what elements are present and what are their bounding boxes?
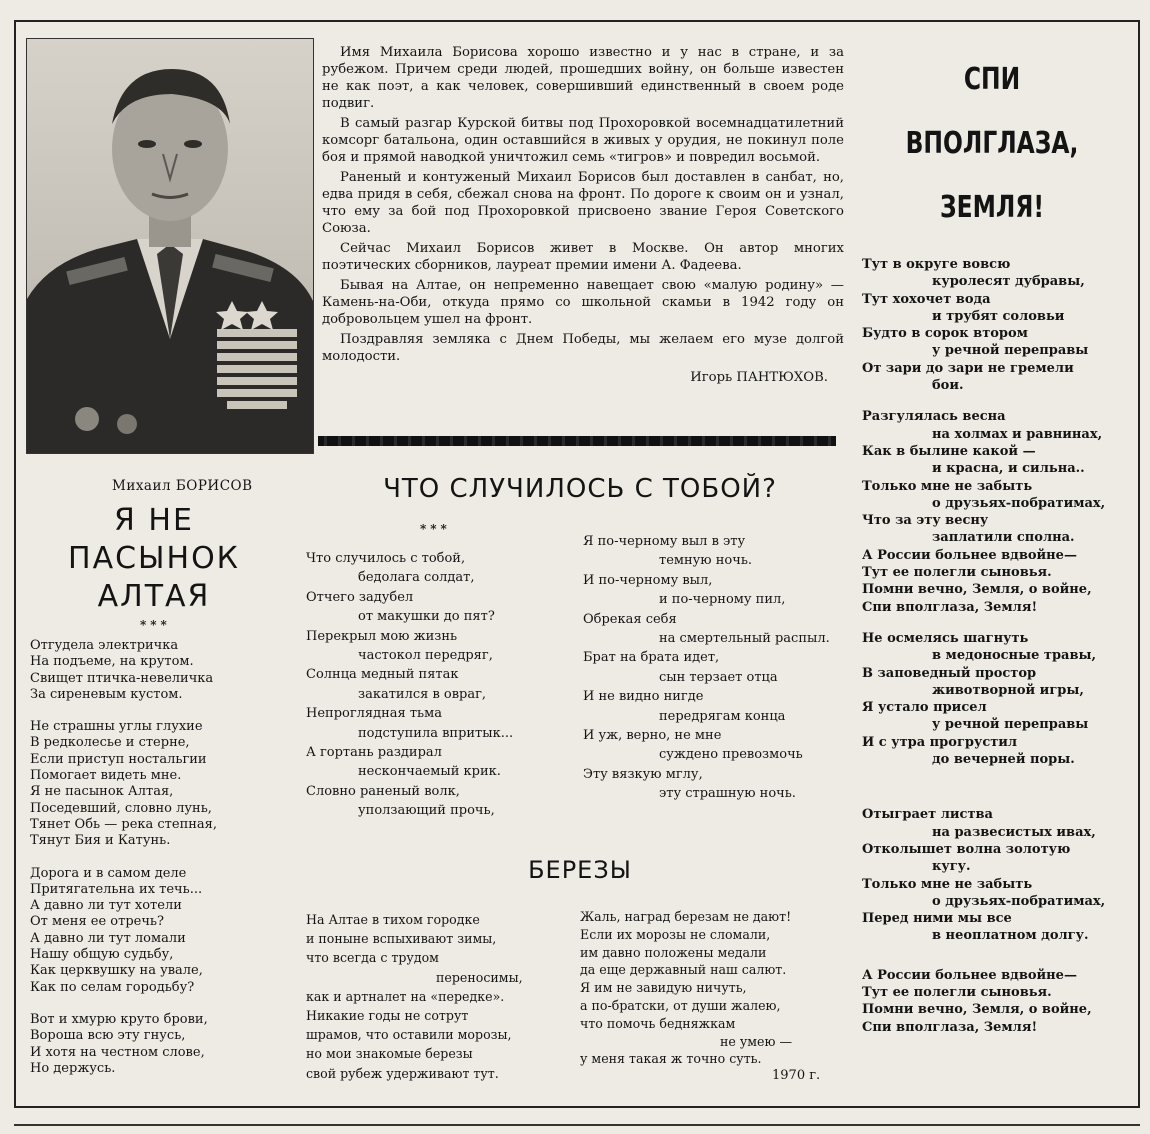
right-poem-title <box>891 48 1094 240</box>
poem-line: Отгудела электричка <box>30 638 179 653</box>
poem-line: А давно ли тут хотели <box>30 898 182 914</box>
poem-line: заплатили сполна. <box>932 530 1075 546</box>
intro-paragraph: В самый разгар Курской битвы под Прохоровкой восемнадцатилетний комсорг батальона, один оставшийся в живых у орудия, не покинул поле боя и прямой наводкой уничтожил семь «тигров» и повредил восьмой. <box>322 116 844 165</box>
poem-line: свой рубеж удерживают тут. <box>306 1065 499 1081</box>
poem-line: Эту вязкую мглу, <box>583 766 703 782</box>
section-divider <box>318 436 836 446</box>
poem-line: подступила впритык... <box>358 725 514 741</box>
poem-line: На Алтае в тихом городке <box>306 912 480 927</box>
poem-line: И по-черному выл, <box>583 572 713 588</box>
poem-line: Что за эту весну <box>862 513 989 529</box>
left-title-line: АЛТАЯ <box>97 579 211 614</box>
poem-line: бои. <box>932 378 964 394</box>
poem-line: На подъеме, на крутом. <box>30 654 194 670</box>
poem-line: Жаль, наград березам не дают! <box>580 909 792 924</box>
poem-line: И хотя на честном слове, <box>30 1044 205 1060</box>
poem-line: нескончаемый крик. <box>358 764 501 780</box>
middle-poem-col2 <box>583 532 830 804</box>
poem-stanza <box>30 1012 217 1077</box>
poem-line: Отыграет листва <box>862 807 993 823</box>
poem-line: И уж, верно, не мне <box>583 728 722 744</box>
poem-stanza <box>30 638 217 703</box>
poem-line: бедолага солдат, <box>358 570 475 586</box>
poem-line: уползающий прочь, <box>358 803 495 819</box>
poem-line: Спи вполглаза, Земля! <box>862 599 1038 615</box>
intro-paragraph: Поздравляя земляка с Днем Победы, мы желаем его музе долгой молодости. <box>322 332 844 364</box>
poem-line: Если их морозы не сломали, <box>580 926 771 942</box>
poem-line: на холмах и равнинах, <box>932 426 1103 442</box>
poem-line: Спи вполглаза, Земля! <box>862 1019 1038 1035</box>
poem-line: о друзьях-побратимах, <box>932 495 1106 511</box>
poem-line: А гортань раздирал <box>306 745 442 761</box>
poem-line: не умею — <box>720 1033 793 1049</box>
poem-line: у меня такая ж точно суть. <box>580 1051 762 1067</box>
poem-line: И не видно нигде <box>583 689 704 705</box>
poem-line: Обрекая себя <box>583 611 677 627</box>
left-poem-title <box>26 502 282 616</box>
poem-line: Тут ее полегли сыновья. <box>862 565 1052 581</box>
poem-line: Отколышет волна золотую <box>862 841 1071 857</box>
poem-line: эту страшную ночь. <box>659 786 796 802</box>
poem-line: В редколесье и стерне, <box>30 735 190 751</box>
poem-line: Я им не завидую ничуть, <box>580 980 747 996</box>
poem-date: 1970 г. <box>772 1068 821 1083</box>
left-poem <box>30 638 217 1093</box>
poem-line: Перекрыл мою жизнь <box>306 628 458 644</box>
poem-line: Разгулялась весна <box>862 409 1006 425</box>
poem-line: Помни вечно, Земля, о войне, <box>862 1002 1092 1018</box>
poem-line: что всегда с трудом <box>306 950 439 966</box>
poem-stanza <box>862 256 1105 394</box>
poem-line: от макушки до пят? <box>358 609 495 625</box>
poem-line: у речной переправы <box>932 343 1089 359</box>
poem-line: до вечерней поры. <box>932 752 1075 768</box>
birch-poem-title: БЕРЕЗЫ <box>528 856 632 884</box>
right-title-line: ЗЕМЛЯ! <box>939 190 1045 225</box>
poem-line: Будто в сорок втором <box>862 326 1028 342</box>
poem-line: Не осмелясь шагнуть <box>862 630 1029 646</box>
poem-line: частокол передряг, <box>358 648 493 664</box>
poem-stanza <box>30 866 217 996</box>
poem-line: а по-братски, от души жалею, <box>580 997 781 1013</box>
intro-paragraph: Бывая на Алтае, он непременно навещает свою «малую родину» — Камень-на-Оби, откуда прямо со школьной скамьи в 1942 году он добровольцем ушел на фронт. <box>322 278 844 327</box>
poem-line: Только мне не забыть <box>862 876 1033 892</box>
poem-line: Перед ними мы все <box>862 911 1012 927</box>
poem-line: Я устало присел <box>862 700 987 716</box>
poem-line: у речной переправы <box>932 717 1089 733</box>
poem-line: да еще державный наш салют. <box>580 962 787 978</box>
poem-line: и поныне вспыхивают зимы, <box>306 931 497 947</box>
left-title-line: Я НЕ <box>114 503 194 538</box>
poem-line: Тянет Обь — река степная, <box>30 816 217 832</box>
poem-line: Нашу общую судьбу, <box>30 947 174 963</box>
poem-line: А России больнее вдвойне— <box>862 967 1077 983</box>
right-poem <box>862 256 1105 1050</box>
middle-poem-title: ЧТО СЛУЧИЛОСЬ С ТОБОЙ? <box>383 474 777 504</box>
poem-line: Вот и хмурю круто брови, <box>30 1011 208 1027</box>
intro-article <box>322 44 844 389</box>
poem-line: Вороша всю эту гнусь, <box>30 1028 186 1044</box>
poem-line: Солнца медный пятак <box>306 667 459 683</box>
poem-line: Помни вечно, Земля, о войне, <box>862 582 1092 598</box>
poem-line: А давно ли тут ломали <box>30 930 186 946</box>
poem-author: Михаил БОРИСОВ <box>112 478 253 494</box>
poem-line: темную ночь. <box>659 553 753 569</box>
poem-line: Непроглядная тьма <box>306 706 442 722</box>
birch-poem-col1 <box>306 910 523 1083</box>
poem-stanza <box>862 967 1105 1036</box>
poem-stanza <box>30 719 217 849</box>
poem-line: и красна, и сильна.. <box>932 461 1085 477</box>
poem-line: Свищет птичка-невеличка <box>30 670 214 686</box>
intro-paragraph: Сейчас Михаил Борисов живет в Москве. Он автор многих поэтических сборников, лауреат премии имени А. Фадеева. <box>322 241 844 273</box>
poem-line: животворной игры, <box>932 682 1084 698</box>
poem-line: на смертельный распыл. <box>659 631 830 647</box>
poem-line: Словно раненый волк, <box>306 783 460 799</box>
poem-line: в медоносные травы, <box>932 648 1097 664</box>
poem-line: в неоплатном долгу. <box>932 928 1089 944</box>
poem-line: передрягам конца <box>659 708 786 724</box>
middle-stars: *** <box>420 522 451 536</box>
poem-line: Как церквушку на увале, <box>30 963 203 979</box>
poem-line: переносимы, <box>436 969 523 985</box>
poem-line: За сиреневым кустом. <box>30 686 183 702</box>
poem-line: Я не пасынок Алтая, <box>30 784 174 800</box>
poem-line: куролесят дубравы, <box>932 274 1085 290</box>
poem-line: Поседевший, словно лунь, <box>30 800 212 816</box>
left-stars: *** <box>140 618 171 632</box>
poem-line: Только мне не забыть <box>862 478 1033 494</box>
poem-line: закатился в овраг, <box>358 686 487 702</box>
poem-line: Дорога и в самом деле <box>30 865 187 881</box>
portrait-photo <box>26 38 314 454</box>
portrait-illustration-icon <box>27 39 313 453</box>
poem-line: Не страшны углы глухие <box>30 719 203 735</box>
birch-poem-col2 <box>580 908 792 1068</box>
poem-line: Я по-черному выл в эту <box>583 534 746 549</box>
poem-line: Если приступ ностальгии <box>30 751 207 767</box>
poem-line: шрамов, что оставили морозы, <box>306 1027 512 1043</box>
poem-line: Тут в округе вовсю <box>862 257 1011 272</box>
poem-stanza <box>862 630 1105 768</box>
poem-line: Тут хохочет вода <box>862 291 991 307</box>
poem-line: Тут ее полегли сыновья. <box>862 984 1052 1000</box>
left-title-line: ПАСЫНОК <box>68 541 240 576</box>
poem-line: Брат на брата идет, <box>583 650 720 666</box>
poem-line: Но держусь. <box>30 1060 116 1076</box>
intro-signature: Игорь ПАНТЮХОВ. <box>690 370 828 385</box>
right-title-line: ВПОЛГЛАЗА, <box>905 126 1079 161</box>
poem-line: как и артналет на «передке». <box>306 988 505 1004</box>
poem-stanza <box>862 408 1105 616</box>
poem-line: Что случилось с тобой, <box>306 551 466 566</box>
poem-line: и трубят соловьи <box>932 308 1065 324</box>
poem-line: сын терзает отца <box>659 669 778 685</box>
poem-line: Никакие годы не сотрут <box>306 1008 469 1024</box>
poem-line: но мои знакомые березы <box>306 1046 473 1062</box>
poem-line: Как в былине какой — <box>862 443 1036 459</box>
poem-line: на развесистых ивах, <box>932 824 1096 840</box>
poem-line: о друзьях-побратимах, <box>932 893 1106 909</box>
right-title-line: СПИ <box>963 62 1021 97</box>
poem-line: В заповедный простор <box>862 665 1037 681</box>
poem-line: Помогает видеть мне. <box>30 768 182 784</box>
poem-line: А России больнее вдвойне— <box>862 547 1077 563</box>
poem-stanza <box>862 806 1105 944</box>
poem-line: им давно положены медали <box>580 944 767 960</box>
intro-paragraph: Раненый и контуженый Михаил Борисов был доставлен в санбат, но, едва придя в себя, сбежал снова на фронт. По дороге к своим он и узнал, что ему за бой под Прохоровкой присвоено звание Героя Советского Союза. <box>322 170 844 236</box>
poem-line: От меня ее отречь? <box>30 914 164 930</box>
poem-line: Отчего задубел <box>306 589 414 605</box>
poem-line: Тянут Бия и Катунь. <box>30 833 171 849</box>
poem-line: И с утра прогрустил <box>862 734 1018 750</box>
middle-poem-col1 <box>306 549 513 821</box>
poem-line: кугу. <box>932 859 971 875</box>
poem-line: От зари до зари не гремели <box>862 360 1074 376</box>
poem-line: суждено превозмочь <box>659 747 803 763</box>
poem-line: Притягательна их течь... <box>30 881 203 897</box>
bottom-rule <box>14 1124 1140 1126</box>
poem-line: Как по селам городьбу? <box>30 979 195 995</box>
intro-paragraph: Имя Михаила Борисова хорошо известно и у нас в стране, и за рубежом. Причем среди людей, прошедших войну, он больше известен не как поэт, а как человек, совершивший единственный в своем роде подвиг. <box>322 45 844 111</box>
poem-line: и по-черному пил, <box>659 592 786 608</box>
poem-line: что помочь бедняжкам <box>580 1015 736 1031</box>
